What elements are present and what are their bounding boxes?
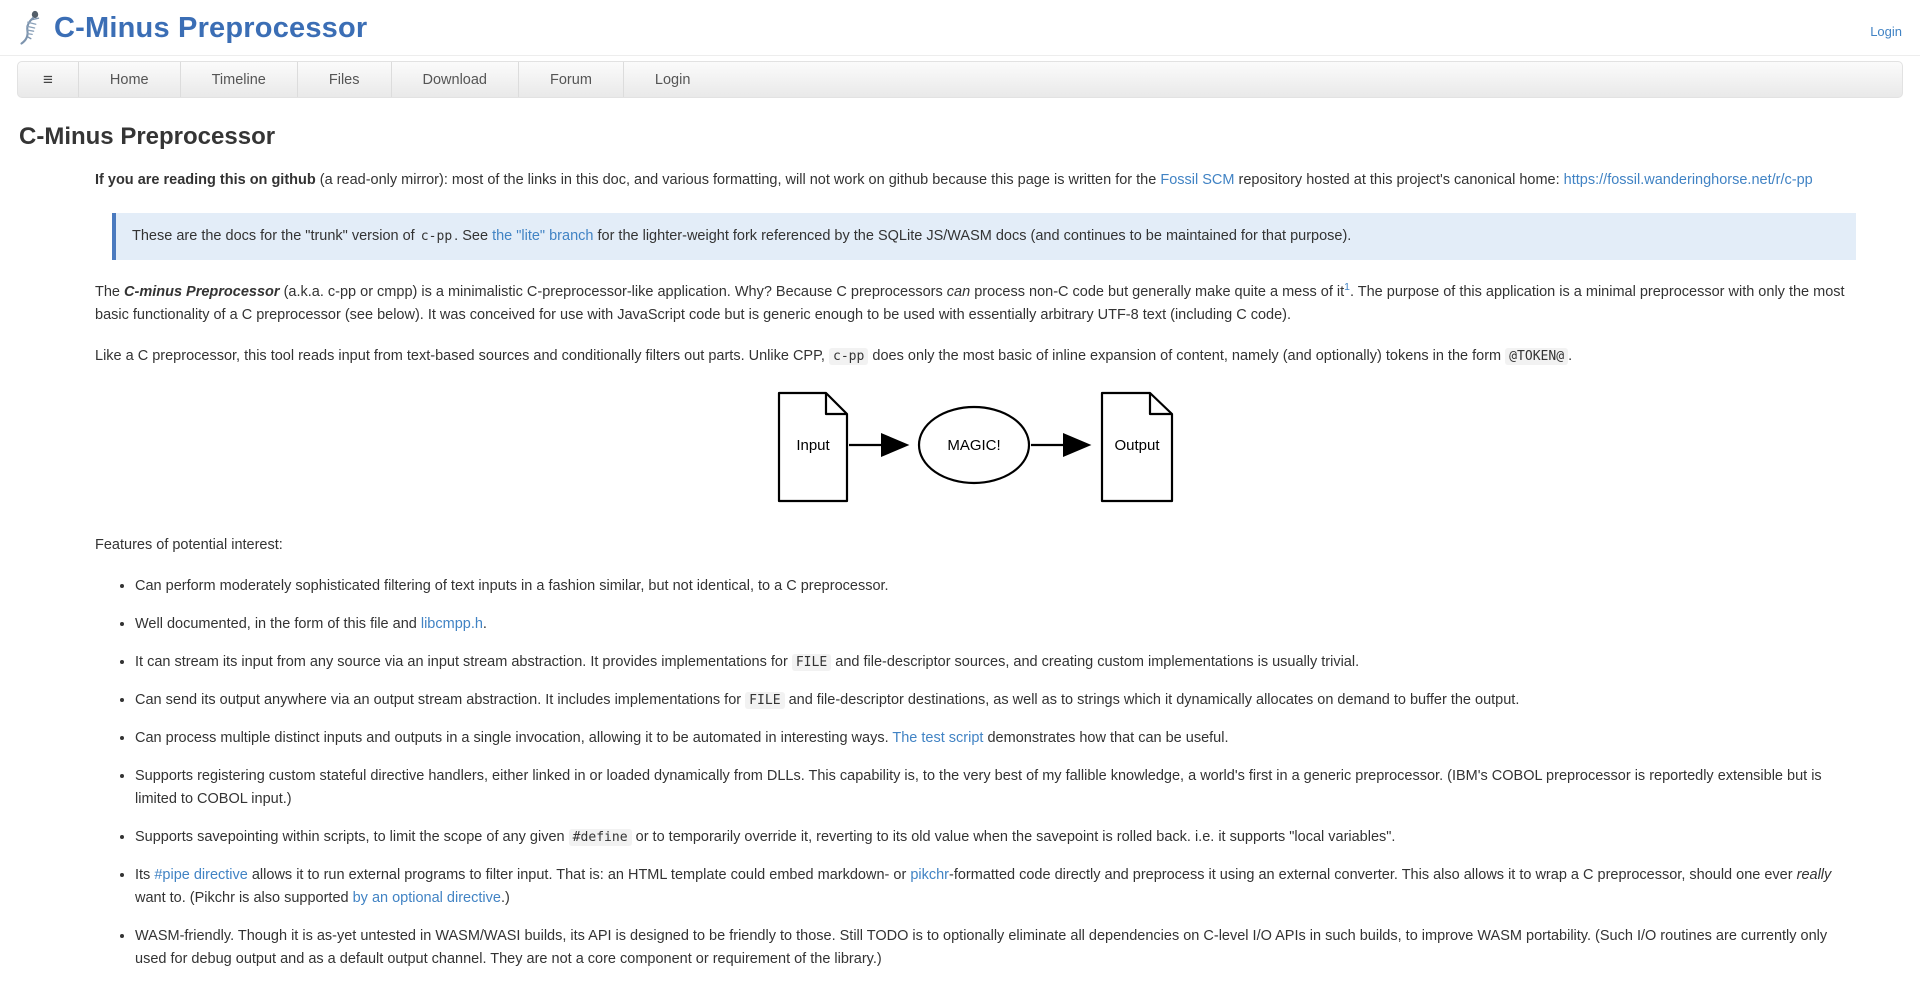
nav-item-login[interactable]: Login: [623, 62, 721, 97]
inline-code: c-pp: [829, 348, 868, 365]
inline-code: FILE: [792, 654, 831, 671]
text-link[interactable]: libcmpp.h: [420, 615, 483, 632]
intro-paragraph: The C-minus Preprocessor (a.k.a. c-pp or cmpp) is a minimalistic C-preprocessor-like application. Why? Because C preprocessors can process non-C code but generally make quite a mess of it$^1$. The purpose of this application is a minimal preprocessor with only the most basic functionality of a C preprocessor (see below). It was conceived for use with JavaScript code but is generic enough to be used with essentially arbitrary UTF-8 text (including C code).: [95, 282, 1845, 323]
login-link-top[interactable]: Login: [1870, 24, 1902, 39]
feature-item: • It can stream its input from any source via an input stream abstraction. It provides implementations for FILE and file-descriptor sources, and creating custom implementations is usually trivial.: [135, 651, 1856, 674]
doc-body: [95, 169, 1856, 970]
feature-item: • Supports registering custom stateful directive handlers, either linked in or loaded dynamically from DLLs. This capability is, to the very best of my fallible knowledge, a world's first in a generic preprocessor. (IBM's COBOL preprocessor is reportedly extensible but is limited to COBOL input.): [135, 765, 1856, 810]
feature-item: • Can send its output anywhere via an output stream abstraction. It includes implementations for FILE and file-descriptor destinations, as well as to strings which it dynamically allocates on demand to buffer the output.: [135, 689, 1856, 712]
hamburger-menu-button[interactable]: ≡: [43, 69, 53, 89]
nav-item-download[interactable]: Download: [391, 62, 519, 97]
text-link[interactable]: https://fossil.wanderinghorse.net/r/c-pp: [1563, 172, 1813, 188]
site-title: C-Minus Preprocessor: [54, 12, 368, 44]
feature-item: • Can process multiple distinct inputs and outputs in a single invocation, allowing it to be automated in interesting ways. The test script demonstrates how that can be useful.: [135, 727, 1856, 750]
text-link[interactable]: pikchr: [910, 867, 949, 884]
nav-item-files[interactable]: Files: [297, 62, 391, 97]
features-list: [95, 575, 1856, 970]
input-document-shape: [779, 393, 847, 501]
github-notice-paragraph: If you are reading this on github (a read-only mirror): most of the links in this doc, and various formatting, will not work on github because this page is written for the Fossil SCM repository hosted at this project's canonical home: https://fossil.wanderinghorse.net/r/c-pp: [95, 172, 1813, 188]
footnote-link[interactable]: 1: [1344, 282, 1350, 294]
output-label: Output: [1113, 437, 1160, 455]
inline-code: #define: [569, 829, 632, 846]
magic-label: MAGIC!: [946, 437, 1001, 455]
output-document-shape: [1102, 393, 1172, 501]
inline-code: FILE: [745, 692, 784, 709]
fossil-logo-icon[interactable]: [18, 10, 45, 50]
nav-item-forum[interactable]: Forum: [518, 62, 623, 97]
magic-ellipse: [919, 407, 1029, 483]
text-link[interactable]: The test script: [892, 730, 984, 747]
text-link[interactable]: the "lite" branch: [492, 227, 594, 244]
features-heading: Features of potential interest:: [95, 537, 283, 554]
text-link[interactable]: by an optional directive: [352, 889, 501, 906]
app-header: [0, 0, 1920, 56]
main-nav: [17, 61, 1903, 98]
inline-code: c-pp: [420, 228, 453, 244]
feature-item: • Its #pipe directive allows it to run external programs to filter input. That is: an HTML template could embed markdown- or pikchr-formatted code directly and preprocess it using an external converter. This also allows it to wrap a C preprocessor, should one ever really want to. (Pikchr is also supported by an optional directive.): [135, 864, 1856, 909]
text-link[interactable]: #pipe directive: [154, 867, 248, 884]
feature-item: • Well documented, in the form of this file and libcmpp.h.: [135, 613, 1856, 636]
feature-item: • WASM-friendly. Though it is as-yet untested in WASM/WASI builds, its API is designed to be friendly to those. Still TODO is to optionally eliminate all dependencies on C-level I/O APIs in such builds, to improve WASM portability. (Such I/O routines are currently only used for debug output and as a default output channel. They are not a core component or requirement of the library.): [135, 925, 1856, 970]
feature-item: • Can perform moderately sophisticated filtering of text inputs in a fashion similar, but not identical, to a C preprocessor.: [135, 575, 1856, 598]
text-link[interactable]: Fossil SCM: [1160, 172, 1235, 188]
preprocessor-behavior-paragraph: Like a C preprocessor, this tool reads input from text-based sources and conditionally filters out parts. Unlike CPP, c-pp does only the most basic of inline expansion of content, namely (and optionally) tokens in the form @TOKEN@ .: [95, 347, 1573, 364]
input-label: Input: [795, 437, 830, 455]
pipeline-diagram: [95, 391, 1856, 508]
page-title: C-Minus Preprocessor: [19, 123, 276, 150]
inline-code: @TOKEN@: [1505, 348, 1568, 365]
trunk-docs-note: These are the docs for the "trunk" version of c-pp . See the "lite" branch for the lighter-weight fork referenced by the SQLite JS/WASM docs (and continues to be maintained for that purpose).: [112, 213, 1856, 261]
nav-item-home[interactable]: Home: [78, 62, 180, 97]
feature-item: • Supports savepointing within scripts, to limit the scope of any given #define or to temporarily override it, reverting to its old value when the savepoint is rolled back. i.e. it supports "local variables".: [135, 826, 1856, 849]
nav-item-timeline[interactable]: Timeline: [180, 62, 297, 97]
